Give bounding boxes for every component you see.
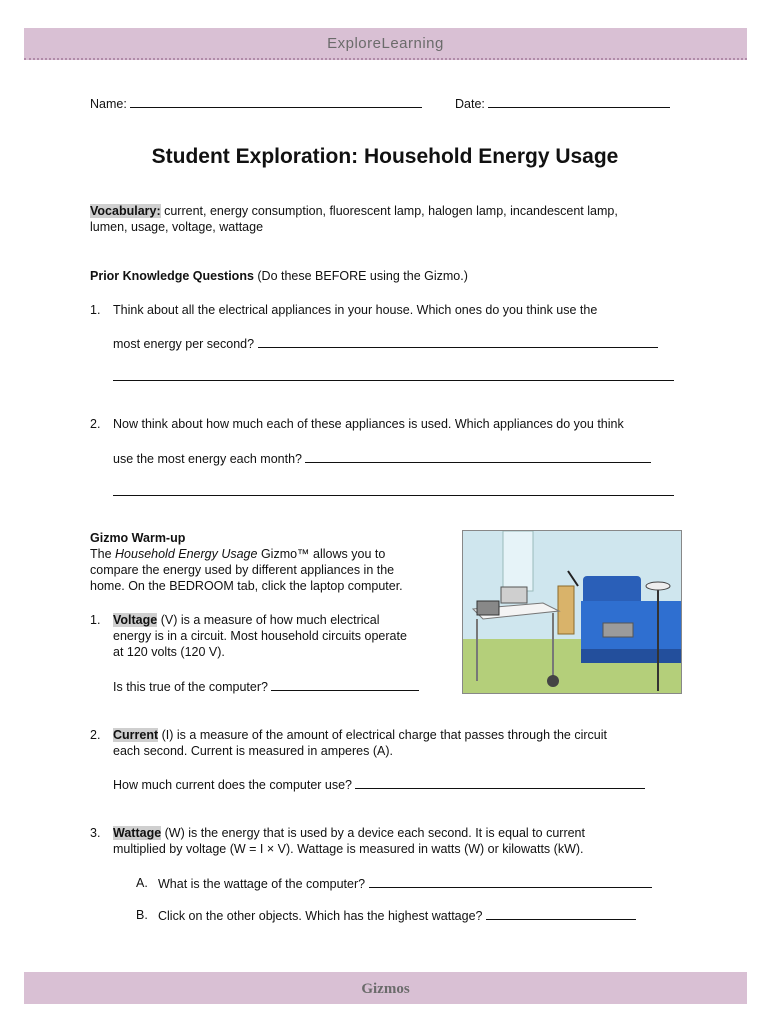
explorelearning-logo: ExploreLearning [327, 35, 444, 52]
header-band [24, 28, 747, 60]
clothes-pile [603, 623, 633, 637]
prior-q1-blank[interactable] [258, 335, 658, 348]
prior-q1-text: Think about all the electrical appliances in your house. Which ones do you think use the [113, 303, 598, 317]
warmup-q1-line-2: energy is in a circuit. Most household circuits operate [113, 629, 407, 643]
voltage-def: (V) is a measure of how much electrical [157, 613, 380, 627]
warmup-q3b[interactable] [158, 907, 636, 924]
vocabulary-line-1 [90, 203, 618, 219]
prior-q1-prompt: most energy per second? [113, 337, 258, 351]
name-label: Name: [90, 97, 131, 111]
warmup-q1-number: 1. [90, 613, 101, 627]
warmup-q1-line-1 [113, 612, 380, 628]
prior-q2-number: 2. [90, 417, 101, 431]
prior-q2-blank[interactable] [305, 450, 651, 463]
prior-q2-prompt: use the most energy each month? [113, 452, 306, 466]
prior-knowledge-heading [90, 268, 468, 284]
warmup-intro-a: The [90, 547, 116, 561]
current-def: (I) is a measure of the amount of electrical charge that passes through the circuit [158, 728, 607, 742]
fan-icon [547, 675, 559, 687]
page-title: Student Exploration: Household Energy Usage [151, 145, 619, 168]
warmup-q3-number: 3. [90, 826, 101, 840]
date-blank[interactable] [488, 95, 670, 108]
warmup-intro-line-3: home. On the BEDROOM tab, click the laptop computer. [90, 579, 403, 593]
prior-q2-blank-2[interactable] [113, 483, 674, 496]
warmup-q3a[interactable] [158, 875, 652, 892]
warmup-q3a-prompt: What is the wattage of the computer? [158, 877, 369, 891]
prior-q1-number: 1. [90, 303, 101, 317]
floor-lamp-icon [646, 582, 670, 590]
warmup-q1-blank[interactable] [271, 678, 419, 691]
nightstand [558, 586, 574, 634]
warmup-heading: Gizmo Warm-up [90, 531, 186, 545]
warmup-q1-prompt: Is this true of the computer? [113, 680, 272, 694]
gizmo-name: Household Energy Usage [115, 547, 258, 561]
date-label: Date: [455, 97, 489, 111]
warmup-q3b-prompt: Click on the other objects. Which has the highest wattage? [158, 909, 486, 923]
warmup-intro-line-2: compare the energy used by different appliances in the [90, 563, 395, 577]
vocabulary-terms: current, energy consumption, fluorescent lamp, halogen lamp, incandescent lamp, [160, 204, 618, 218]
warmup-intro-b: Gizmo™ allows you to [257, 547, 386, 561]
window [503, 531, 533, 591]
name-field[interactable] [90, 95, 422, 112]
vocabulary-label: Vocabulary: [90, 204, 161, 218]
gizmos-logo: Gizmos [361, 981, 410, 997]
prior-q2-answer-line-2[interactable] [113, 483, 674, 500]
date-field[interactable] [455, 95, 670, 112]
warmup-q3-line-1 [113, 825, 585, 841]
warmup-intro-line-1 [90, 546, 385, 562]
printer-icon [501, 587, 527, 603]
prior-q1-answer[interactable] [113, 335, 658, 352]
vocabulary-line-2: lumen, usage, voltage, wattage [90, 220, 264, 234]
warmup-q2-prompt: How much current does the computer use? [113, 778, 356, 792]
prior-q2-text: Now think about how much each of these appliances is used. Which appliances do you think [113, 417, 624, 431]
warmup-q3b-label: B. [136, 908, 148, 922]
warmup-q2-blank[interactable] [355, 776, 645, 789]
warmup-q2-number: 2. [90, 728, 101, 742]
warmup-q2-line-1 [113, 727, 607, 743]
voltage-term: Voltage [113, 613, 158, 627]
bedroom-illustration [462, 530, 682, 694]
current-term: Current [113, 728, 159, 742]
bedroom-scene-svg [463, 531, 681, 693]
warmup-q2-line-2: each second. Current is measured in amperes (A). [113, 744, 393, 758]
wattage-term: Wattage [113, 826, 162, 840]
prior-heading-bold: Prior Knowledge Questions [90, 269, 254, 283]
warmup-q3a-blank[interactable] [369, 875, 652, 888]
wattage-def: (W) is the energy that is used by a device each second. It is equal to current [161, 826, 585, 840]
warmup-q1-answer[interactable] [113, 678, 419, 695]
warmup-q1-line-3: at 120 volts (120 V). [113, 645, 225, 659]
laptop-icon [477, 601, 499, 615]
warmup-q3-line-2: multiplied by voltage (W = I × V). Wattage is measured in watts (W) or kilowatts (kW). [113, 842, 584, 856]
warmup-q2-answer[interactable] [113, 776, 645, 793]
prior-q1-blank-2[interactable] [113, 368, 674, 381]
prior-note: (Do these BEFORE using the Gizmo.) [253, 269, 468, 283]
warmup-q3a-label: A. [136, 876, 148, 890]
footer-band [24, 972, 747, 1004]
name-blank[interactable] [130, 95, 422, 108]
warmup-q3b-blank[interactable] [486, 907, 636, 920]
prior-q2-answer[interactable] [113, 450, 651, 467]
bed-base [581, 649, 681, 663]
prior-q1-answer-line-2[interactable] [113, 368, 674, 385]
